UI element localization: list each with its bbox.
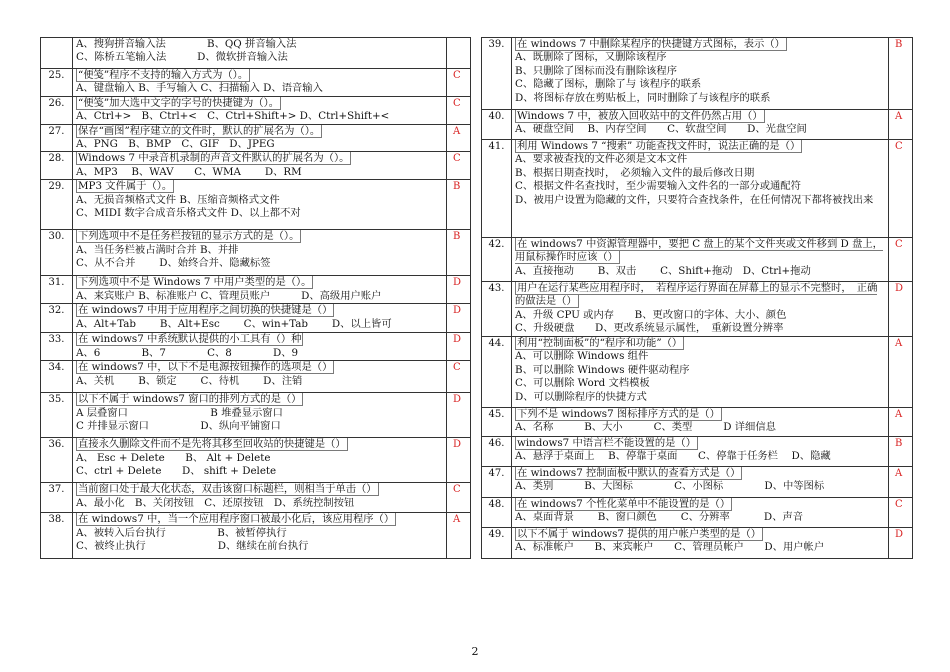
question-text xyxy=(515,337,885,350)
question-stem: MP3 文件属于（）。 xyxy=(78,180,173,193)
question-option: A、Alt+Tab B、Alt+Esc C、win+Tab D、以上皆可 xyxy=(76,317,392,330)
question-option: B、只删除了图标而没有删除该程序 xyxy=(515,64,678,77)
question-stem: 下列选项中不是 Windows 7 中用户类型的是（）。 xyxy=(78,276,312,289)
question-text xyxy=(515,140,885,153)
question-row xyxy=(482,437,913,467)
question-row xyxy=(41,276,471,304)
question-text xyxy=(76,125,443,138)
answer-key: D xyxy=(447,276,471,304)
question-row xyxy=(482,238,913,282)
question-number: 28. xyxy=(41,152,73,180)
question-body xyxy=(512,528,889,559)
answer-key: A xyxy=(447,124,471,152)
question-row xyxy=(482,140,913,238)
question-body xyxy=(512,498,889,528)
question-body xyxy=(73,230,447,276)
question-row xyxy=(41,483,471,513)
question-option: C、可以删除 Word 文档模板 xyxy=(515,377,650,390)
question-stem: 用户在运行某些应用程序时， 若程序运行界面在屏幕上的显示不完整时， 正确的做法是（） xyxy=(515,282,878,308)
question-row xyxy=(41,180,471,230)
answer-key: C xyxy=(447,483,471,513)
question-option: D、将图标存放在剪贴板上，同时删除了与该程序的联系 xyxy=(515,91,771,104)
question-stem: 当前窗口处于最大化状态，双击该窗口标题栏，则相当于单击（） xyxy=(78,483,377,496)
question-stem: 下列不是 windows7 图标排序方式的是（） xyxy=(517,408,720,420)
question-row xyxy=(41,513,471,559)
question-row xyxy=(41,304,471,333)
question-row xyxy=(482,337,913,408)
question-stem: 利用 Windows 7 “搜索” 功能查找文件时，说法正确的是（） xyxy=(517,140,801,152)
question-row xyxy=(41,69,471,97)
answer-key: B xyxy=(889,38,913,110)
question-number: 46. xyxy=(482,437,512,467)
answer-key: D xyxy=(447,393,471,438)
question-body xyxy=(73,276,447,304)
question-text xyxy=(76,513,443,526)
question-body xyxy=(73,483,447,513)
question-stem: 在 windows7 中，当一个应用程序窗口被最小化后，该应用程序（） xyxy=(78,513,395,526)
question-number: 36. xyxy=(41,438,73,483)
question-option: C、MIDI 数字合成音乐格式文件 D、以上都不对 xyxy=(76,207,301,220)
question-option: C、被终止执行 D、继续在前台执行 xyxy=(76,540,309,553)
answer-key: B xyxy=(447,230,471,276)
question-stem: 在 windows7 个性化菜单中不能设置的是（） xyxy=(517,498,731,510)
question-number: 25. xyxy=(41,69,73,97)
question-row xyxy=(41,38,471,69)
question-number: 30. xyxy=(41,230,73,276)
answer-key: A xyxy=(889,408,913,437)
question-option: C、升级硬盘 D、更改系统显示属性， 重新设置分辨率 xyxy=(515,322,784,335)
question-option: C、隐藏了图标，删除了与 该程序的联系 xyxy=(515,78,702,91)
question-number: 43. xyxy=(482,282,512,337)
answer-key: D xyxy=(889,282,913,337)
question-option: A、既删除了图标，又删除该程序 xyxy=(515,51,667,64)
question-text xyxy=(515,408,885,421)
question-option: C、根据文件名查找时，至少需要输入文件名的一部分或通配符 xyxy=(515,180,801,193)
question-text xyxy=(515,498,885,511)
question-number: 45. xyxy=(482,408,512,437)
question-option: A、被转入后台执行 B、被暂停执行 xyxy=(76,526,287,539)
question-option: A、类别 B、大图标 C、小图标 D、中等图标 xyxy=(515,480,825,493)
question-body xyxy=(512,140,889,238)
question-body xyxy=(73,124,447,152)
question-row xyxy=(41,393,471,438)
question-row xyxy=(482,282,913,337)
question-text xyxy=(515,467,885,480)
question-option: A、升级 CPU 或内存 B、更改窗口的字体、大小、颜色 xyxy=(515,308,787,321)
answer-key: D xyxy=(889,528,913,559)
question-number: 48. xyxy=(482,498,512,528)
answer-key: B xyxy=(889,437,913,467)
question-body xyxy=(512,110,889,140)
question-body xyxy=(512,467,889,498)
answer-key: D xyxy=(447,333,471,361)
question-stem: windows7 中语言栏不能设置的是（） xyxy=(517,437,697,449)
answer-key: D xyxy=(447,438,471,483)
question-body xyxy=(512,38,889,110)
answer-key: C xyxy=(889,140,913,238)
question-option: A、来宾账户 B、标准账户 C、管理员账户 D、高级用户账户 xyxy=(76,289,382,302)
question-text xyxy=(76,180,443,193)
question-option: A、PNG B、BMP C、GIF D、JPEG xyxy=(76,138,275,151)
question-body xyxy=(73,393,447,438)
question-body xyxy=(73,180,447,230)
question-option: A、名称 B、大小 C、类型 D 详细信息 xyxy=(515,421,776,434)
question-number: 33. xyxy=(41,333,73,361)
question-number: 32. xyxy=(41,304,73,333)
question-text xyxy=(76,333,443,346)
answer-key: C xyxy=(447,152,471,180)
question-text xyxy=(515,238,885,265)
question-row xyxy=(41,438,471,483)
question-body xyxy=(512,437,889,467)
question-number: 39. xyxy=(482,38,512,110)
question-row xyxy=(482,467,913,498)
question-stem: 直接永久删除文件而不是先将其移至回收站的快捷键是（） xyxy=(78,438,346,451)
question-text xyxy=(515,437,885,450)
question-text xyxy=(76,438,443,451)
question-row xyxy=(482,110,913,140)
question-body xyxy=(73,361,447,393)
question-option: A、要求被查找的文件必须是文本文件 xyxy=(515,153,688,166)
question-body xyxy=(73,38,447,69)
question-text xyxy=(515,282,885,309)
question-number: 26. xyxy=(41,96,73,124)
question-body xyxy=(73,96,447,124)
question-stem: Windows 7 中录音机录制的声音文件默认的扩展名为（）。 xyxy=(78,152,350,165)
question-option: A、6 B、7 C、8 D、9 xyxy=(76,346,299,359)
question-text xyxy=(76,483,443,496)
question-option: A、当任务栏被占满时合并 B、并排 xyxy=(76,243,239,256)
question-stem: 下列选项中不是任务栏按钮的显示方式的是（）。 xyxy=(78,230,300,243)
question-body xyxy=(73,69,447,97)
left-question-rows xyxy=(41,38,471,559)
question-row xyxy=(482,408,913,437)
answer-key: C xyxy=(889,498,913,528)
answer-key: C xyxy=(889,238,913,282)
question-number xyxy=(41,38,73,69)
question-number: 41. xyxy=(482,140,512,238)
question-text xyxy=(76,361,443,374)
question-row xyxy=(41,333,471,361)
question-text xyxy=(515,528,885,541)
question-row xyxy=(41,96,471,124)
answer-key: A xyxy=(447,513,471,559)
question-number: 37. xyxy=(41,483,73,513)
question-stem: 在 windows7 中资源管理器中，要把 C 盘上的某个文件夹或文件移到 D 盘上，用鼠标操作时应该（） xyxy=(515,238,883,264)
question-row xyxy=(41,124,471,152)
question-body xyxy=(73,152,447,180)
question-row xyxy=(482,498,913,528)
question-stem: 利用“控制面板”的“程序和功能”（） xyxy=(517,337,683,349)
answer-key: A xyxy=(889,467,913,498)
question-option: A、悬浮于桌面上 B、停靠于桌面 C、停靠于任务栏 D、隐藏 xyxy=(515,450,831,463)
question-number: 47. xyxy=(482,467,512,498)
question-stem: 以下不属于 windows7 提供的用户帐户类型的是（） xyxy=(517,528,762,540)
page-number: 2 xyxy=(471,645,479,658)
question-body xyxy=(73,438,447,483)
answer-key: A xyxy=(889,337,913,408)
question-option: A、MP3 B、WAV C、WMA D、RM xyxy=(76,165,302,178)
question-option: C 并排显示窗口 D、纵向平铺窗口 xyxy=(76,420,281,433)
question-body xyxy=(73,513,447,559)
question-option: A 层叠窗口 B 堆叠显示窗口 xyxy=(76,406,283,419)
question-number: 34. xyxy=(41,361,73,393)
question-number: 31. xyxy=(41,276,73,304)
question-text xyxy=(76,230,443,243)
question-option: A、键盘输入 B、手写输入 C、扫描输入 D、语音输入 xyxy=(76,82,323,95)
question-row xyxy=(482,528,913,559)
question-option: A、硬盘空间 B、内存空间 C、软盘空间 D、光盘空间 xyxy=(515,123,807,136)
question-number: 44. xyxy=(482,337,512,408)
question-stem: 以下不属于 windows7 窗口的排列方式的是（） xyxy=(78,393,302,406)
left-question-table xyxy=(40,37,471,559)
question-body xyxy=(73,304,447,333)
question-option: A、最小化 B、关闭按钮 C、还原按钮 D、系统控制按钮 xyxy=(76,496,355,509)
question-option: C、从不合并 D、始终合并、隐藏标签 xyxy=(76,257,271,270)
answer-key: C xyxy=(447,361,471,393)
question-body xyxy=(512,408,889,437)
question-stem: “便笺”程序不支持的输入方式为（）。 xyxy=(78,69,249,81)
question-text xyxy=(76,304,443,317)
question-number: 38. xyxy=(41,513,73,559)
question-option: A、关机 B、锁定 C、待机 D、注销 xyxy=(76,374,303,387)
answer-key: C xyxy=(447,96,471,124)
question-stem: 保存“画图”程序建立的文件时，默认的扩展名为（）。 xyxy=(78,124,321,137)
question-stem: 在 windows7 中系统默认提供的小工具有（）种 xyxy=(78,333,302,346)
question-option: A、搜狗拼音输入法 B、QQ 拼音输入法 xyxy=(76,38,297,50)
question-option: C、ctrl + Delete D、 shift + Delete xyxy=(76,465,277,478)
question-number: 35. xyxy=(41,393,73,438)
question-row xyxy=(41,230,471,276)
question-option: A、可以删除 Windows 组件 xyxy=(515,350,649,363)
answer-key: A xyxy=(889,110,913,140)
question-text xyxy=(76,69,443,82)
question-number: 42. xyxy=(482,238,512,282)
question-stem: 在 windows7 中用于应用程序之间切换的快捷键是（） xyxy=(78,304,333,317)
question-row xyxy=(41,152,471,180)
question-option: A、直接拖动 B、双击 C、Shift+拖动 D、Ctrl+拖动 xyxy=(515,264,811,277)
question-row xyxy=(482,38,913,110)
question-number: 29. xyxy=(41,180,73,230)
question-option: A、Ctrl+> B、Ctrl+< C、Ctrl+Shift+> D、Ctrl+Shift+< xyxy=(76,110,390,123)
question-text xyxy=(76,152,443,165)
question-option: B、根据日期查找时， 必须输入文件的最后修改日期 xyxy=(515,166,755,179)
question-text xyxy=(76,393,443,406)
question-text xyxy=(76,276,443,289)
question-number: 49. xyxy=(482,528,512,559)
question-stem: 在 windows 7 中删除某程序的快捷键方式图标，表示（） xyxy=(517,38,785,50)
question-stem: 在 windows7 中，以下不是电源按钮操作的选项是（） xyxy=(78,361,333,374)
question-body xyxy=(512,238,889,282)
right-question-table xyxy=(481,37,913,559)
question-option: A、无损音频格式文件 B、压缩音频格式文件 xyxy=(76,193,280,206)
question-body xyxy=(512,337,889,408)
question-stem: Windows 7 中，被放入回收站中的文件仍然占用（） xyxy=(517,110,763,122)
question-number: 40. xyxy=(482,110,512,140)
answer-key: C xyxy=(447,69,471,97)
question-stem: “便笺”加大选中文字的字号的快捷键为（）。 xyxy=(78,96,280,109)
question-text xyxy=(515,38,885,51)
question-body xyxy=(73,333,447,361)
question-number: 27. xyxy=(41,124,73,152)
answer-key: B xyxy=(447,180,471,230)
question-stem: 在 windows7 控制面板中默认的查看方式是（） xyxy=(517,467,741,479)
question-body xyxy=(512,282,889,337)
answer-key: D xyxy=(447,304,471,333)
question-text xyxy=(76,97,443,110)
right-question-rows xyxy=(482,38,913,559)
question-option: A、桌面背景 B、窗口颜色 C、分辨率 D、声音 xyxy=(515,511,804,524)
question-option: A、 Esc + Delete B、 Alt + Delete xyxy=(76,451,271,464)
question-option: B、可以删除 Windows 硬件驱动程序 xyxy=(515,363,690,376)
question-option: A、标准帐户 B、来宾帐户 C、管理员帐户 D、用户帐户 xyxy=(515,541,825,554)
question-option: D、可以删除程序的快捷方式 xyxy=(515,390,647,403)
question-option: C、陈桥五笔输入法 D、微软拼音输入法 xyxy=(76,51,288,64)
question-option: D、被用户设置为隐藏的文件，只要符合查找条件，在任何情况下都将被找出来 xyxy=(515,193,874,206)
answer-key xyxy=(447,38,471,69)
question-row xyxy=(41,361,471,393)
question-text xyxy=(515,110,885,123)
